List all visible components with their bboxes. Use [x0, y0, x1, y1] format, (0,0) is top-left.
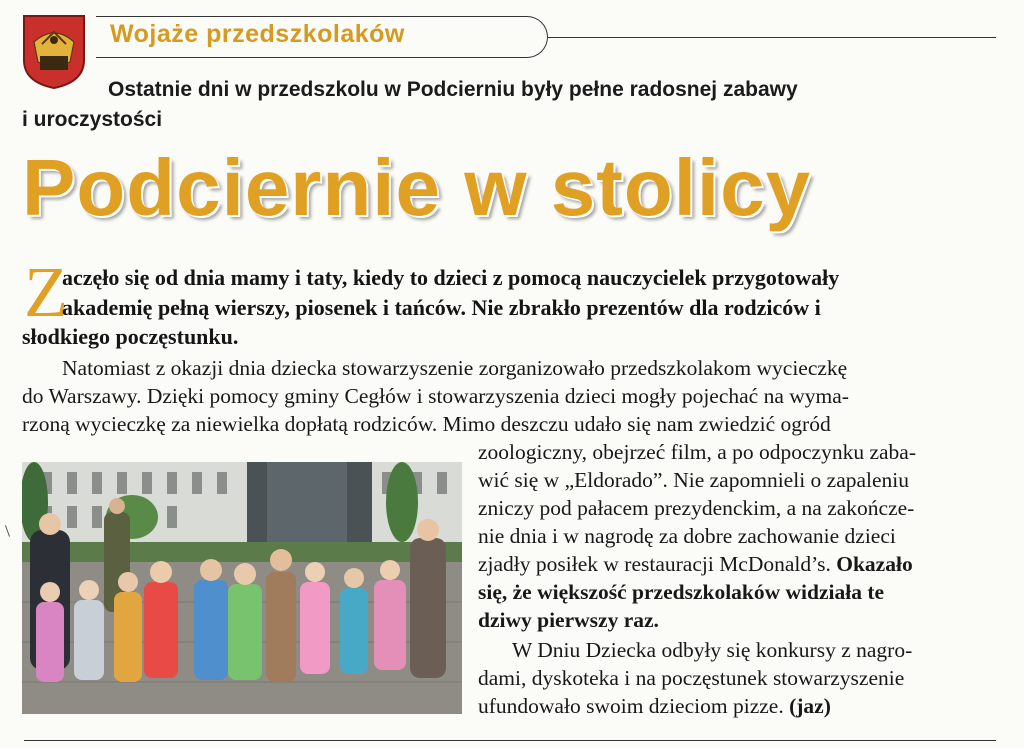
margin-mark: [5, 525, 10, 537]
author-signature: (jaz): [789, 694, 831, 718]
bottom-rule: [24, 740, 996, 741]
body-line: do Warszawy. Dzięki pomocy gminy Cegłów i stowarzyszenia dzieci mogły pojechać na wyma-: [22, 384, 849, 408]
body-line: zoologiczny, obejrzeć film, a po odpoczynku zaba-: [478, 440, 916, 464]
header-rule: [548, 37, 996, 38]
intro-line: akademię pełną wierszy, piosenek i tańców. Nie zbrakło prezentów dla rodziców i: [62, 295, 821, 320]
bold-emphasis-line: się, że większość przedszkolaków widziała te: [478, 580, 885, 604]
body-line: W Dniu Dziecka odbyły się konkursy z nagro-: [512, 638, 913, 662]
intro-line: słodkiego poczęstunku.: [22, 324, 239, 349]
body-line: [478, 694, 831, 719]
intro-line: aczęło się od dnia mamy i taty, kiedy to dzieci z pomocą nauczycielek przygotowały: [62, 265, 840, 290]
bold-emphasis-line: dziwy pierwszy raz.: [478, 608, 659, 632]
body-line: [478, 552, 913, 577]
body-line: rzoną wycieczkę za niewielka dopłatą rodziców. Mimo deszczu udało się nam zwiedzić ogród: [22, 412, 831, 436]
section-title: Wojaże przedszkolaków: [110, 20, 405, 48]
lead-line-1: Ostatnie dni w przedszkolu w Podcierniu były pełne radosnej zabawy: [108, 78, 798, 101]
bold-emphasis: Okazało: [836, 552, 913, 576]
body-line-text: zjadły posiłek w restauracji McDonald’s.: [478, 552, 831, 576]
article-headline: Podciernie w stolicy: [22, 143, 812, 232]
municipal-crest-icon: [20, 12, 88, 90]
body-line: zniczy pod pałacem prezydenckim, a na zakończe-: [478, 496, 915, 520]
lead-line-2: i uroczystości: [22, 108, 163, 131]
body-line: wić się w „Eldorado”. Nie zapomnieli o zapaleniu: [478, 468, 910, 492]
drop-cap: Z: [24, 252, 68, 332]
body-line: dami, dyskoteka i na poczęstunek stowarzyszenie: [478, 666, 905, 690]
body-line: Natomiast z okazji dnia dziecka stowarzyszenie zorganizowało przedszkolakom wycieczkę: [62, 356, 848, 380]
group-photo: [22, 462, 462, 714]
body-line: nie dnia i w nagrodę za dobre zachowanie dzieci: [478, 524, 896, 548]
body-line-text: ufundowało swoim dzieciom pizze.: [478, 694, 784, 718]
